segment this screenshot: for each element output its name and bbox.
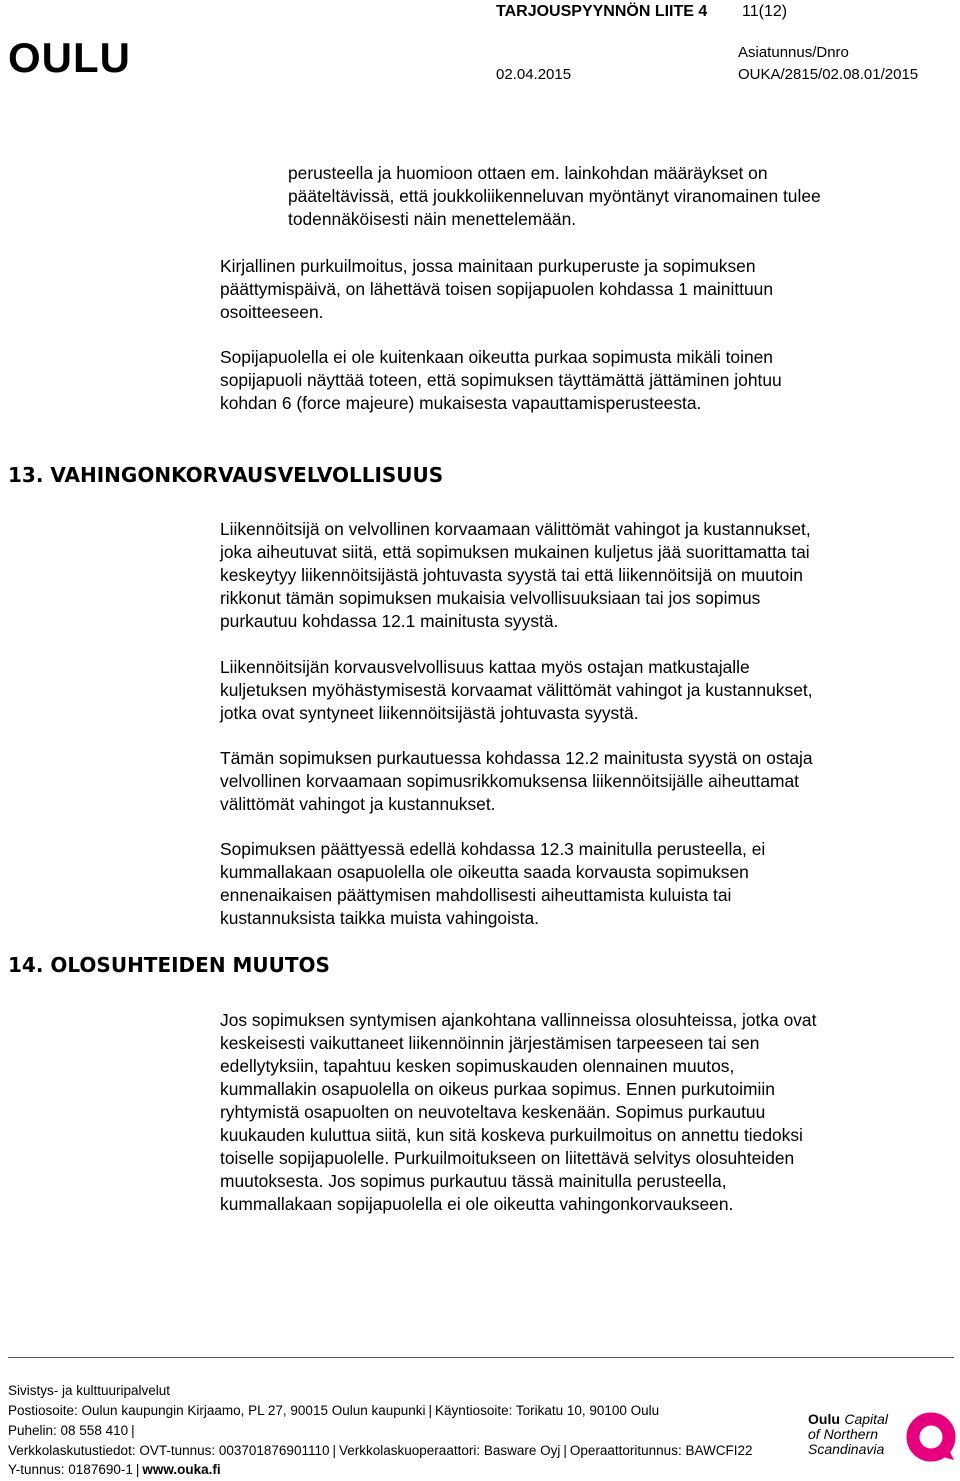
text-line: joka aiheutuvat siitä, että sopimuksen mukainen kuljetus jää suorittamatta tai — [220, 542, 810, 562]
separator: | — [332, 1443, 336, 1458]
text-line: kummallakaan osapuolella ole oikeutta saada korvausta sopimuksen — [220, 862, 749, 882]
separator: | — [563, 1443, 567, 1458]
footer-ebill: Verkkolaskutustiedot: OVT-tunnus: 003701876901110 — [8, 1443, 330, 1458]
oulu-logo: OULU — [8, 34, 131, 81]
footer-divider — [8, 1357, 954, 1358]
section-13-paragraph-4 — [220, 838, 765, 930]
text-line: pääteltävissä, että joukkoliikenneluvan myöntänyt viranomainen tulee — [288, 186, 821, 206]
document-title: TARJOUSPYYNNÖN LIITE 4 — [496, 3, 708, 20]
text-line: Sopimuksen päättyessä edellä kohdassa 12.3 mainitulla perusteella, ei — [220, 839, 766, 859]
separator: | — [135, 1462, 140, 1477]
text-line: Liikennöitsijä on velvollinen korvaamaan välittömät vahingot ja kustannukset, — [220, 519, 811, 539]
text-line: sopijapuoli näyttää toteen, että sopimuksen täyttämättä jättäminen johtuu — [220, 370, 782, 390]
text-line: kuljetuksen myöhästymisestä korvaamat välittömät vahingot ja kustannukset, — [220, 680, 813, 700]
text-line: toiselle sopijapuolelle. Purkuilmoitukseen on liitettävä selvitys olosuhteiden — [220, 1148, 795, 1168]
footer-billing-line — [8, 1443, 752, 1459]
footer-operator: Verkkolaskuoperaattori: Basware Oyj — [339, 1443, 561, 1458]
footer-visit: Käyntiosoite: Torikatu 10, 90100 Oulu — [435, 1403, 660, 1418]
text-line: ennenaikaisen päättymisen mahdollisesti aiheuttamista kuluista tai — [220, 885, 732, 905]
text-line: kuukauden kuluttua siitä, kun sitä koskeva purkuilmoitus on annettu tiedoksi — [220, 1125, 803, 1145]
text-line: keskeytyy liikennöitsijästä johtuvasta syystä tai että liikennöitsijä on muutoin — [220, 565, 803, 585]
text-line: kummallakaan sopijapuolella ei ole oikeutta vahingonkorvaukseen. — [220, 1194, 734, 1214]
text-line: kustannuksista taikka muista vahingoista. — [220, 908, 539, 928]
footer-website-link[interactable]: www.ouka.fi — [142, 1462, 221, 1477]
text-line: kummallakin osapuolella on oikeus purkaa sopimus. Ennen purkutoimiin — [220, 1079, 775, 1099]
text-line: jotka ovat syntyneet liikennöitsijästä johtuvasta syystä. — [220, 703, 639, 723]
notice-paragraph — [220, 255, 773, 324]
text-line: Kirjallinen purkuilmoitus, jossa mainitaan purkuperuste ja sopimuksen — [220, 256, 756, 276]
text-line: Tämän sopimuksen purkautuessa kohdassa 12.2 mainitusta syystä on ostaja — [220, 748, 813, 768]
footer-phone: Puhelin: 08 558 410 — [8, 1423, 129, 1438]
text-line: päättymispäivä, on lähettävä toisen sopijapuolen kohdassa 1 mainittuun — [220, 279, 773, 299]
footer-phone-line — [8, 1423, 138, 1439]
text-line: Liikennöitsijän korvausvelvollisuus kattaa myös ostajan matkustajalle — [220, 657, 750, 677]
text-line: todennäköisesti näin menettelemään. — [288, 209, 577, 229]
text-line: Sopijapuolella ei ole kuitenkaan oikeutta purkaa sopimusta mikäli toinen — [220, 347, 773, 367]
section-13-paragraph-1 — [220, 518, 811, 633]
section-13-paragraph-2 — [220, 656, 813, 725]
oulu-brand-mark-icon — [906, 1412, 956, 1462]
text-line: rikkonut tämän sopimuksen mukaisia velvollisuuksiaan tai jos sopimus — [220, 588, 761, 608]
footer-operator-id: Operaattoritunnus: BAWCFI22 — [569, 1443, 753, 1458]
footer-address-line — [8, 1403, 659, 1419]
text-line: velvollinen korvaamaan sopimusrikkomuksensa liikennöitsijälle aiheuttamat — [220, 771, 800, 791]
page-number: 11(12) — [742, 3, 788, 20]
text-line: perusteella ja huomioon ottaen em. lainkohdan määräykset on — [288, 163, 768, 183]
text-line: Jos sopimuksen syntymisen ajankohtana vallinneissa olosuhteissa, jotka ovat — [220, 1010, 817, 1030]
brand-line-3: Scandinavia — [808, 1441, 885, 1457]
brand-line-2: of Northern — [808, 1426, 879, 1442]
separator: | — [428, 1403, 433, 1418]
text-line: edellytyksiin, tapahtuu kesken sopimuskauden olennainen muutos, — [220, 1056, 735, 1076]
text-line: muutoksesta. Jos sopimus purkautuu tässä mainitulla perusteella, — [220, 1171, 727, 1191]
case-number: OUKA/2815/02.08.01/2015 — [738, 66, 919, 83]
footer-id-line — [8, 1462, 221, 1478]
text-line: ryhtymistä osapuolten on neuvoteltava keskenään. Sopimus purkautuu — [220, 1102, 766, 1122]
section-13-heading: 13. VAHINGONKORVAUSVELVOLLISUUS — [8, 463, 444, 487]
text-line: osoitteeseen. — [220, 302, 324, 322]
text-line: kohdan 6 (force majeure) mukaisesta vapauttamisperusteesta. — [220, 393, 702, 413]
separator: | — [131, 1423, 135, 1438]
text-line: välittömät vahingot ja kustannukset. — [220, 794, 496, 814]
footer-postal: Postiosoite: Oulun kaupungin Kirjaamo, PL 27, 90015 Oulun kaupunki — [8, 1403, 426, 1418]
oulu-brand-text — [808, 1412, 900, 1457]
intro-paragraph — [288, 162, 821, 231]
text-line: purkautuu kohdassa 12.1 mainitusta syystä. — [220, 611, 559, 631]
case-number-label: Asiatunnus/Dnro — [738, 44, 849, 61]
section-13-paragraph-3 — [220, 747, 813, 816]
section-14-heading: 14. OLOSUHTEIDEN MUUTOS — [8, 953, 330, 977]
text-line: keskeisesti vaikuttaneet liikennöinnin järjestämisen tarpeeseen tai sen — [220, 1033, 760, 1053]
document-date: 02.04.2015 — [496, 66, 572, 83]
force-majeure-paragraph — [220, 346, 782, 415]
section-14-paragraph-1 — [220, 1009, 816, 1216]
footer-ytunnus: Y-tunnus: 0187690-1 — [8, 1462, 133, 1477]
brand-oulu: Oulu — [808, 1411, 840, 1427]
brand-capital: Capital — [844, 1411, 888, 1427]
footer-org: Sivistys- ja kulttuuripalvelut — [8, 1383, 171, 1398]
